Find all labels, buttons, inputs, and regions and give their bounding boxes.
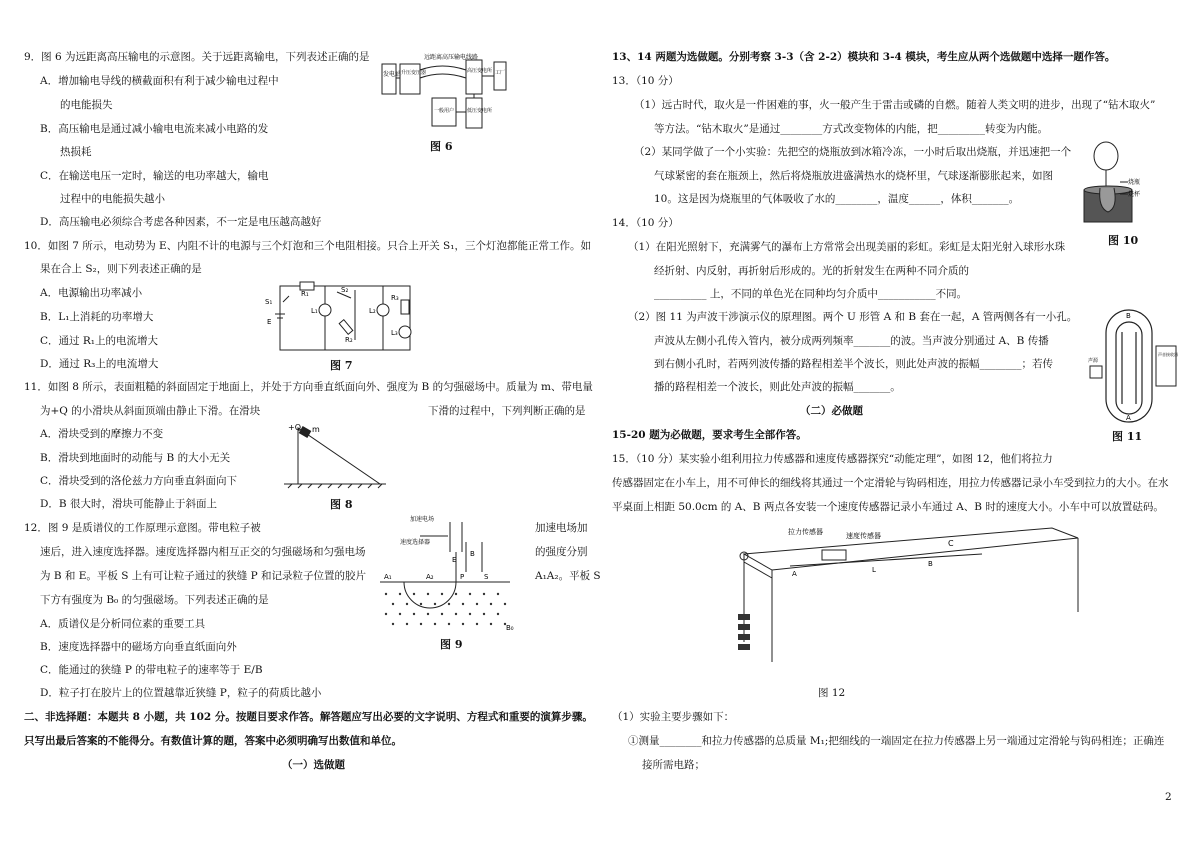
q11-stem: 11．如图 8 所示，表面粗糙的斜面固定于地面上，并处于方向垂直纸面向外、强度为 B 的匀强磁场中。质量为 m、带电量	[24, 381, 593, 393]
figure-10-flask-balloon	[1078, 138, 1148, 230]
q9-option-a: A．增加输电导线的横截面积有利于减少输电过程中	[40, 75, 279, 87]
fig7-r1: R₁	[301, 290, 309, 298]
q13-part2: （2）某同学做了一个小实验：先把空的烧瓶放到冰箱冷冻，一小时后取出烧瓶，并迅速把一个	[634, 146, 1072, 158]
figure-8-incline	[280, 420, 390, 490]
fig11-a: A	[1126, 414, 1131, 422]
figure-10-caption: 图 10	[1108, 234, 1139, 247]
fig12-a: A	[792, 570, 797, 578]
q12-stem-b: 加速电场加	[535, 522, 588, 534]
q10-stem: 10．如图 7 所示，电动势为 E、内阻不计的电源与三个灯泡和三个电阻相接。只合上开关 S₁，三个灯泡都能正常工作。如	[24, 240, 591, 252]
q10-stem-cont: 果在合上 S₂，则下列表述正确的是	[40, 263, 202, 275]
fig7-l1: L₁	[311, 307, 318, 315]
q11-stem-cont-b: 下滑的过程中，下列判断正确的是	[428, 405, 586, 417]
fig9-a1: A₁	[384, 573, 392, 581]
required-intro: 15-20 题为必做题，要求考生全部作答。	[612, 429, 807, 441]
q9-option-c: C．在输送电压一定时，输送的电功率越大，输电	[40, 170, 269, 182]
q9-option-d: D．高压输电必须综合考虑各种因素，不一定是电压越高越好	[40, 216, 322, 228]
fig11-b: B	[1126, 312, 1131, 320]
q11-option-b: B．滑块到地面时的动能与 B 的大小无关	[40, 452, 231, 464]
section2-sub-elective: （一）选做题	[282, 759, 345, 771]
fig9-selector: 速度选择器	[400, 539, 431, 546]
fig9-b0: B₀	[506, 624, 514, 632]
q14-part2-cont1: 声波从左侧小孔传入管内，被分成两列频率_______的波。当声波分别通过 A、B 传播	[654, 335, 1049, 347]
q12-option-a: A．质谱仪是分析同位素的重要工具	[40, 618, 206, 630]
fig6-line: 远距离高压输电线路	[424, 54, 479, 61]
fig9-accel: 加速电场	[410, 516, 435, 523]
fig9-s: S	[484, 573, 489, 581]
figure-12-caption: 图 12	[818, 687, 846, 699]
q9-option-a-cont: 的电能损失	[60, 99, 113, 111]
q12-stem-c: 速后，进入速度选择器。速度选择器内相互正交的匀强磁场和匀强电场	[40, 546, 366, 558]
figure-8-caption: 图 8	[330, 498, 353, 511]
fig9-e: E	[452, 556, 457, 564]
fig6-step-down: 高压变电所	[467, 68, 493, 74]
fig7-e: E	[267, 318, 272, 326]
fig12-force: 拉力传感器	[788, 528, 823, 536]
q12-option-b: B．速度选择器中的磁场方向垂直纸面向外	[40, 641, 237, 653]
section2-heading: 二、非选择题：本题共 8 小题，共 102 分。按题目要求作答。解答题应写出必要的文字说明、方程式和重要的演算步骤。	[24, 711, 593, 723]
figure-9-caption: 图 9	[440, 638, 463, 651]
figure-11-u-tubes	[1088, 306, 1180, 428]
fig10-beaker: 烧杯	[1128, 191, 1141, 198]
q13-heading: 13．（10 分）	[612, 75, 679, 87]
fig8-charge: +Q	[288, 423, 301, 432]
fig6-step-up: 升压变压器	[401, 70, 427, 76]
q13-part2-cont2: 10。这是因为烧瓶里的气体吸收了水的________，温度______，体积_______。	[654, 193, 1020, 205]
q10-option-d: D．通过 R₃上的电流增大	[40, 358, 159, 370]
q13-part1: （1）远古时代，取火是一件困难的事，火一般产生于雷击或磷的自燃。随着人类文明的进步，出现了“钻木取火”	[634, 99, 1156, 111]
fig7-r3: R₃	[391, 294, 399, 302]
fig7-s2: S₂	[341, 286, 349, 294]
figure-7-circuit	[255, 280, 415, 355]
fig11-recv: 声音接收器	[1158, 352, 1178, 357]
q9-option-c-cont: 过程中的电能损失越小	[60, 193, 165, 205]
fig12-speed: 速度传感器	[846, 532, 881, 540]
q15-steps-heading: （1）实验主要步骤如下：	[612, 711, 735, 723]
section-required-sub: （二）必做题	[800, 405, 863, 417]
fig7-l3: L₃	[391, 329, 398, 337]
q12-option-c: C．能通过的狭缝 P 的带电粒子的速率等于 E/B	[40, 664, 263, 676]
fig9-a2: A₂	[426, 573, 434, 581]
fig8-mass: m	[312, 425, 320, 434]
q12-stem-g: 下方有强度为 B₀ 的匀强磁场。下列表述正确的是	[40, 594, 269, 606]
figure-9-mass-spectrometer	[370, 512, 520, 637]
fig7-s1: S₁	[265, 298, 273, 306]
q13-part2-cont1: 气球紧密的套在瓶颈上，然后将烧瓶放进盛满热水的烧杯里，气球逐渐膨胀起来，如图	[654, 170, 1053, 182]
figure-6-transmission-diagram	[380, 48, 520, 148]
fig6-factory: 工厂	[495, 70, 506, 76]
q11-option-a: A．滑块受到的摩擦力不变	[40, 428, 164, 440]
q13-part1-cont: 等方法。“钻木取火”是通过________方式改变物体的内能，把_________转变为内能。	[654, 123, 1048, 135]
fig12-c: C	[948, 539, 954, 548]
q12-option-d: D．粒子打在胶片上的位置越靠近狭缝 P，粒子的荷质比越小	[40, 687, 322, 699]
elective-intro: 13、14 两题为选做题。分别考察 3-3（含 2-2）模块和 3-4 模块，考生应从两个选做题中选择一题作答。	[612, 51, 1116, 63]
q9-stem: 9．图 6 为远距离高压输电的示意图。关于远距离输电，下列表述正确的是	[24, 51, 370, 63]
fig12-b: B	[928, 560, 933, 568]
q10-option-b: B．L₁上消耗的功率增大	[40, 311, 154, 323]
q14-part1-cont2: __________ 上，不同的单色光在同种均匀介质中___________不同。	[654, 288, 968, 300]
q15-stem-cont2: 平桌面上相距 50.0cm 的 A、B 两点各安装一个速度传感器记录小车通过 A、B 时的速度大小。小车中可以放置砝码。	[612, 501, 1164, 513]
fig9-b: B	[470, 550, 475, 558]
figure-11-caption: 图 11	[1112, 430, 1143, 443]
q15-step1: ①测量________和拉力传感器的总质量 M₁;把细线的一端固定在拉力传感器上另一端通过定滑轮与钩码相连；正确连	[628, 735, 1165, 747]
q15-stem-cont1: 传感器固定在小车上，用不可伸长的细线将其通过一个定滑轮与钩码相连，用拉力传感器记录小车受到拉力的大小。在水	[612, 477, 1169, 489]
q12-stem-a: 12．图 9 是质谱仪的工作原理示意图。带电粒子被	[24, 522, 261, 534]
fig7-l2: L₂	[369, 307, 376, 315]
q12-stem-f: A₁A₂。平板 S	[535, 570, 601, 582]
fig7-r2: R₂	[345, 336, 353, 344]
q9-option-b: B．高压输电是通过减小输电电流来减小电路的发	[40, 123, 269, 135]
fig11-src: 声源	[1088, 358, 1099, 364]
q14-part2: （2）图 11 为声波干涉演示仪的原理图。两个 U 形管 A 和 B 套在一起，A 管两侧各有一小孔。	[628, 311, 1078, 323]
q10-option-a: A．电源输出功率减小	[40, 287, 143, 299]
q11-option-c: C．滑块受到的洛伦兹力方向垂直斜面向下	[40, 475, 238, 487]
figure-6-caption: 图 6	[430, 140, 453, 153]
q14-part1-cont1: 经折射、内反射，再折射后形成的。光的折射发生在两种不同介质的	[654, 265, 969, 277]
q15-stem: 15．（10 分）某实验小组利用拉力传感器和速度传感器探究“动能定理”，如图 12，他们将拉力	[612, 453, 1053, 465]
fig6-user: 一般用户	[434, 108, 455, 114]
figure-7-caption: 图 7	[330, 359, 353, 372]
q14-part2-cont2: 到右侧小孔时，若两列波传播的路程相差半个波长，则此处声波的振幅________；若传	[654, 358, 1053, 370]
q12-stem-d: 的强度分别	[535, 546, 588, 558]
q12-stem-e: 为 B 和 E。平板 S 上有可让粒子通过的狭缝 P 和记录粒子位置的胶片	[40, 570, 367, 582]
fig10-flask: 烧瓶	[1128, 179, 1141, 186]
fig6-low: 低压变电所	[467, 108, 493, 114]
fig6-plant: 发电站	[383, 71, 402, 78]
page-number: 2	[1165, 791, 1172, 803]
q14-part2-cont3: 播的路程相差一个波长，则此处声波的振幅_______。	[654, 381, 901, 393]
q11-option-d: D．B 很大时，滑块可能静止于斜面上	[40, 498, 217, 510]
q14-part1: （1）在阳光照射下，充满雾气的瀑布上方常常会出现美丽的彩虹。彩虹是太阳光射入球形水珠	[628, 241, 1066, 253]
figure-12-dynamics-cart	[722, 522, 1082, 667]
q15-step1-cont: 接所需电路；	[642, 759, 705, 771]
q10-option-c: C．通过 R₁上的电流增大	[40, 335, 158, 347]
q14-heading: 14．（10 分）	[612, 217, 679, 229]
q11-stem-cont-a: 为+Q 的小滑块从斜面顶端由静止下滑。在滑块	[40, 405, 261, 417]
fig12-l: L	[872, 566, 876, 574]
fig9-p: P	[460, 573, 465, 581]
q9-option-b-cont: 热损耗	[60, 146, 92, 158]
section2-heading-cont: 只写出最后答案的不能得分。有数值计算的题，答案中必须明确写出数值和单位。	[24, 735, 402, 747]
